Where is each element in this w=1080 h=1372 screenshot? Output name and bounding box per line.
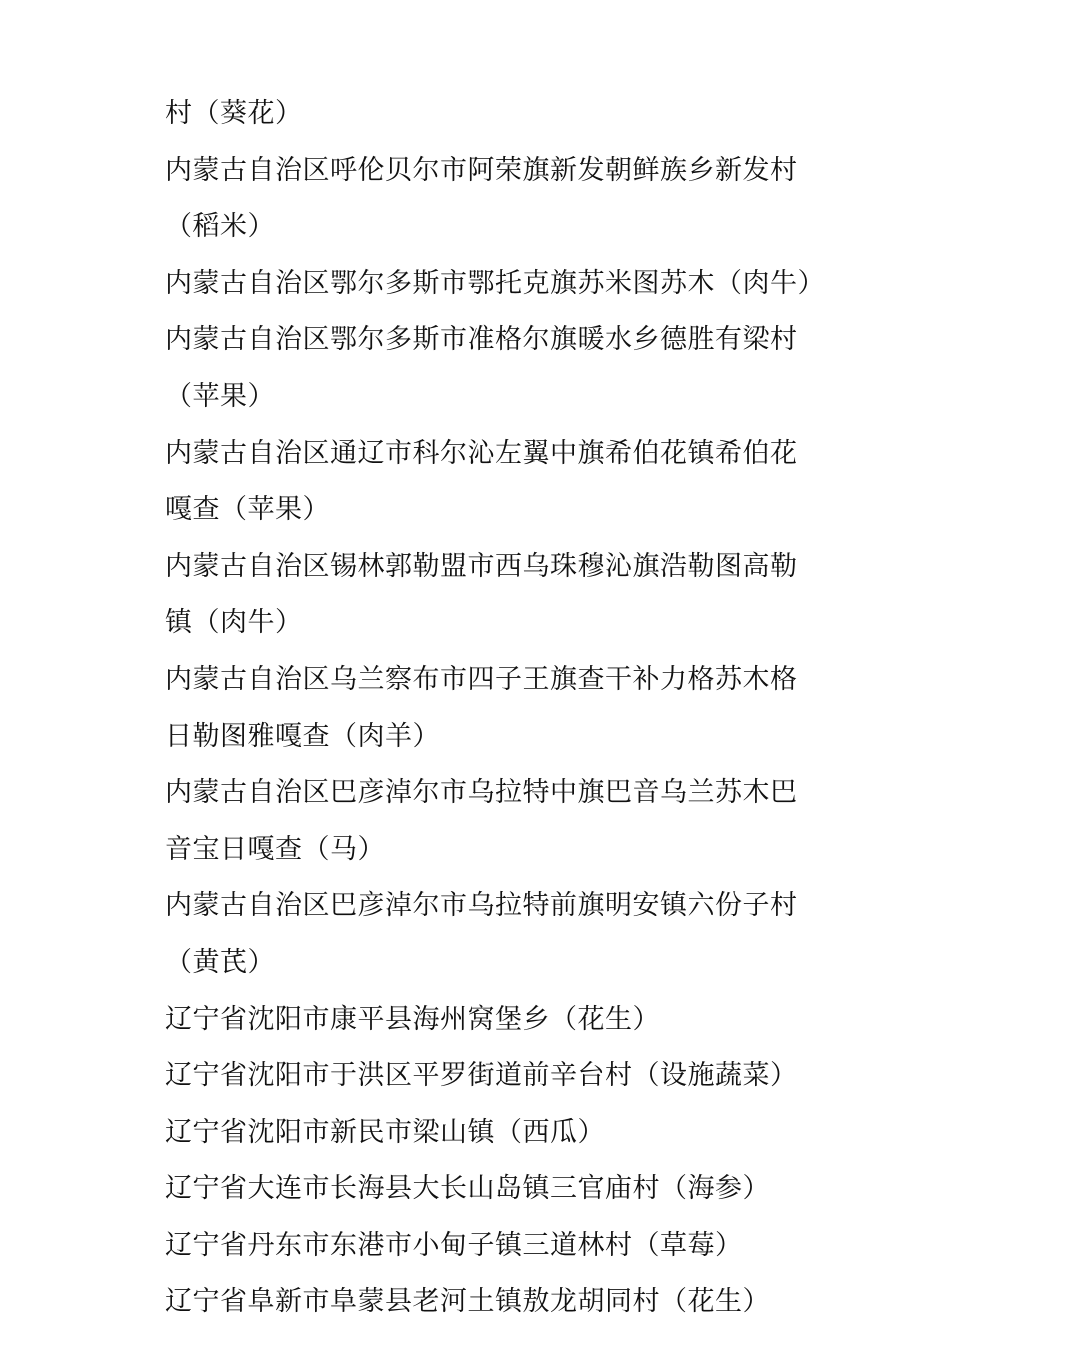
text-line: 村（葵花）: [165, 98, 303, 129]
text-line: 内蒙古自治区巴彦淖尔市乌拉特中旗巴音乌兰苏木巴: [165, 777, 798, 809]
text-line: （黄芪）: [165, 946, 275, 978]
text-line: 内蒙古自治区通辽市科尔沁左翼中旗希伯花镇希伯花: [165, 437, 798, 469]
text-line: 内蒙古自治区呼伦贝尔市阿荣旗新发朝鲜族乡新发村: [165, 154, 798, 186]
text-line: 日勒图雅嘎查（肉羊）: [165, 720, 440, 752]
text-line: 辽宁省沈阳市新民市梁山镇（西瓜）: [165, 1116, 605, 1148]
text-line: 嘎查（苹果）: [165, 494, 330, 526]
text-line: 音宝日嘎查（马）: [165, 833, 385, 865]
text-line: 内蒙古自治区巴彦淖尔市乌拉特前旗明安镇六份子村: [165, 890, 798, 922]
text-line: （苹果）: [165, 380, 275, 412]
text-line: 内蒙古自治区锡林郭勒盟市西乌珠穆沁旗浩勒图高勒: [165, 550, 798, 582]
text-line: 辽宁省沈阳市康平县海州窝堡乡（花生）: [165, 1003, 660, 1035]
text-line: 辽宁省沈阳市于洪区平罗街道前辛台村（设施蔬菜）: [165, 1060, 798, 1092]
text-line: 辽宁省大连市长海县大长山岛镇三官庙村（海参）: [165, 1173, 770, 1205]
text-line: 辽宁省丹东市东港市小甸子镇三道林村（草莓）: [165, 1229, 743, 1261]
text-line: （稻米）: [165, 211, 275, 243]
text-line: 内蒙古自治区乌兰察布市四子王旗查干补力格苏木格: [165, 663, 798, 695]
text-line: 内蒙古自治区鄂尔多斯市鄂托克旗苏米图苏木（肉牛）: [165, 267, 825, 299]
document-body: [165, 86, 855, 1331]
text-line: 内蒙古自治区鄂尔多斯市准格尔旗暖水乡德胜有梁村: [165, 324, 798, 356]
text-line: 镇（肉牛）: [165, 607, 303, 639]
text-line: 辽宁省阜新市阜蒙县老河土镇敖龙胡同村（花生）: [165, 1286, 770, 1318]
